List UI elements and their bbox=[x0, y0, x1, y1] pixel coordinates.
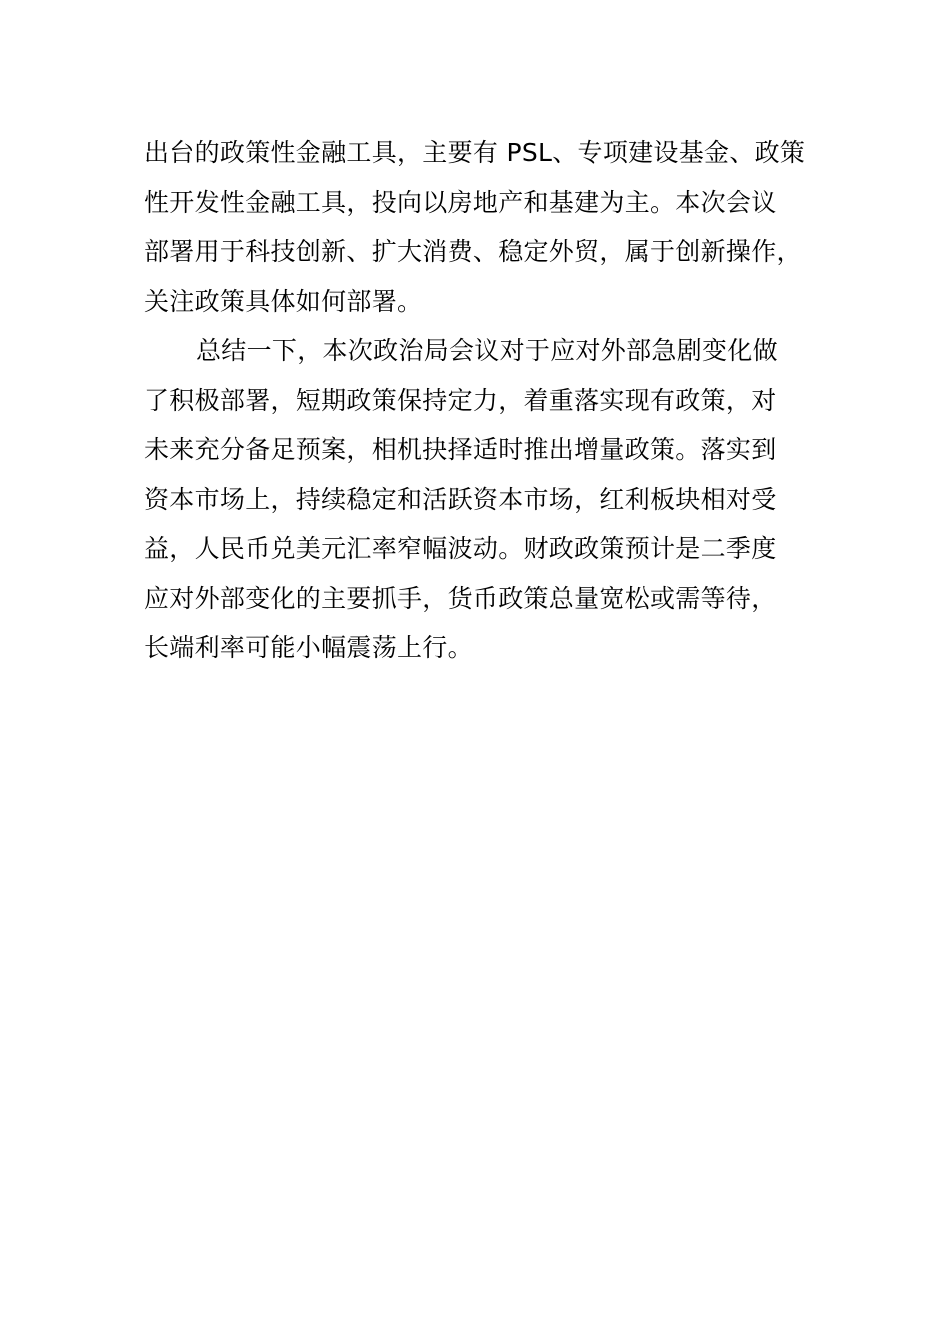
paragraph-1 bbox=[144, 128, 806, 326]
paragraph-2 bbox=[144, 326, 806, 673]
paragraph-line: 应对外部变化的主要抓手，货币政策总量宽松或需等待， bbox=[144, 583, 777, 613]
document-body bbox=[144, 128, 806, 673]
paragraph-line: 部署用于科技创新、扩大消费、稳定外贸，属于创新操作， bbox=[144, 237, 802, 266]
paragraph-line: 长端利率可能小幅震荡上行。 bbox=[144, 633, 473, 662]
paragraph-line: 了积极部署，短期政策保持定力，着重落实现有政策，对 bbox=[144, 385, 777, 415]
paragraph-line: 益，人民币兑美元汇率窄幅波动。财政政策预计是二季度 bbox=[144, 534, 777, 563]
paragraph-line: 出台的政策性金融工具，主要有 PSL、专项建设基金、政策 bbox=[144, 138, 806, 167]
paragraph-line: 资本市场上，持续稳定和活跃资本市场，红利板块相对受 bbox=[144, 484, 777, 514]
paragraph-line: 关注政策具体如何部署。 bbox=[144, 286, 423, 316]
paragraph-line: 性开发性金融工具，投向以房地产和基建为主。本次会议 bbox=[144, 187, 777, 217]
paragraph-line: 总结一下，本次政治局会议对于应对外部急剧变化做 bbox=[196, 336, 778, 365]
paragraph-line: 未来充分备足预案，相机抉择适时推出增量政策。落实到 bbox=[144, 435, 777, 464]
